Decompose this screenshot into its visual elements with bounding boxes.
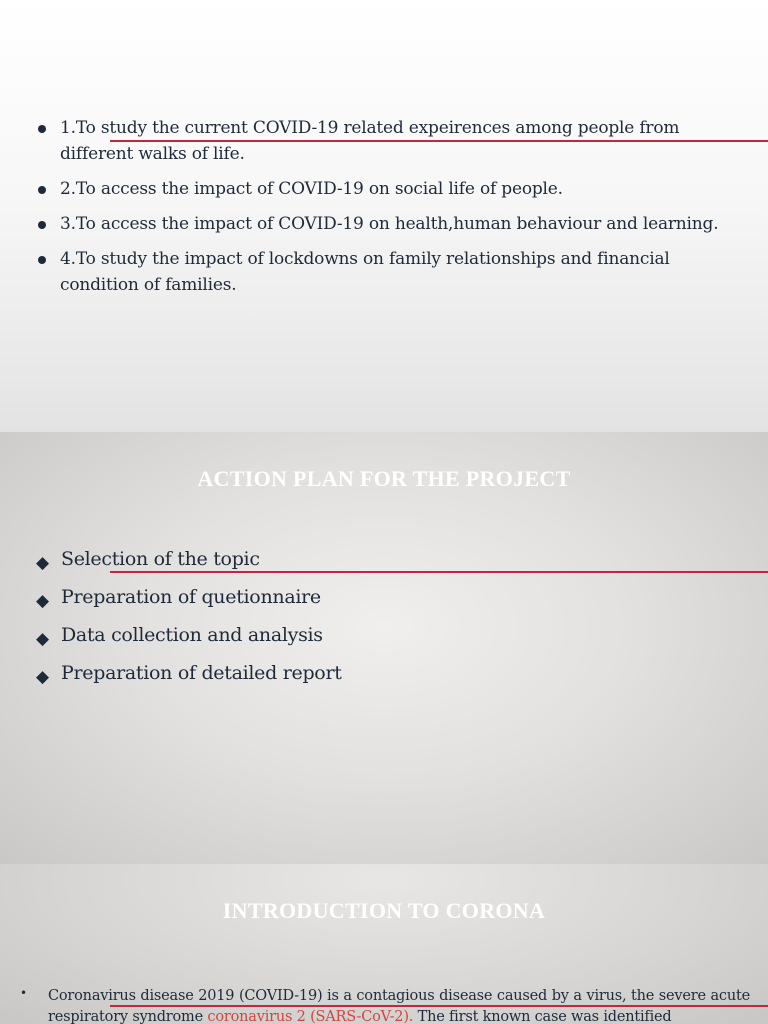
- slide-title: INTRODUCTION TO CORONA: [222, 898, 546, 923]
- list-item: [36, 659, 342, 687]
- slide-title: ACTION PLAN FOR THE PROJECT: [197, 466, 571, 491]
- plan-item-text: Preparation of detailed report: [61, 662, 342, 684]
- bullet-dot-icon: [38, 125, 46, 133]
- objectives-slide: [0, 0, 768, 432]
- diamond-bullet-icon: ◆: [36, 591, 49, 611]
- action-plan-slide: [0, 432, 768, 864]
- coronavirus-link[interactable]: coronavirus 2 (SARS-CoV-2).: [207, 1009, 414, 1024]
- bullet-dot-icon: •: [20, 986, 28, 1000]
- list-item: [36, 621, 342, 649]
- diamond-bullet-icon: ◆: [36, 667, 49, 687]
- red-underline: [110, 1005, 768, 1007]
- plan-item-text: Selection of the topic: [61, 548, 260, 570]
- intro-text-part: The first known case was identified: [413, 1009, 672, 1024]
- objectives-list: [36, 115, 736, 307]
- list-item: [36, 246, 736, 298]
- objective-text: 4.To study the impact of lockdowns on family relationships and financial condition of families.: [60, 249, 670, 295]
- plan-item-text: Preparation of quetionnaire: [61, 586, 321, 608]
- diamond-bullet-icon: ◆: [36, 553, 49, 573]
- introduction-slide: [0, 864, 768, 1024]
- action-plan-list: [36, 545, 342, 697]
- plan-item-text: Data collection and analysis: [61, 624, 323, 646]
- list-item: [36, 545, 342, 573]
- list-item: [36, 176, 736, 202]
- objective-text: 1.To study the current COVID-19 related expeirences among people from different walks of life.: [60, 118, 680, 164]
- intro-text-part: Coronavirus disease 2019 (COVID-19) is a contagious disease caused by a virus, the severe acute respiratory syndrome: [48, 988, 750, 1024]
- objective-text: 3.To access the impact of COVID-19 on health,human behaviour and learning.: [60, 214, 719, 234]
- bullet-dot-icon: [38, 221, 46, 229]
- bullet-dot-icon: [38, 186, 46, 194]
- red-underline: [110, 140, 768, 142]
- red-underline: [110, 571, 768, 573]
- diamond-bullet-icon: ◆: [36, 629, 49, 649]
- list-item: [36, 211, 736, 237]
- list-item: [36, 583, 342, 611]
- bullet-dot-icon: [38, 256, 46, 264]
- objective-text: 2.To access the impact of COVID-19 on social life of people.: [60, 179, 563, 199]
